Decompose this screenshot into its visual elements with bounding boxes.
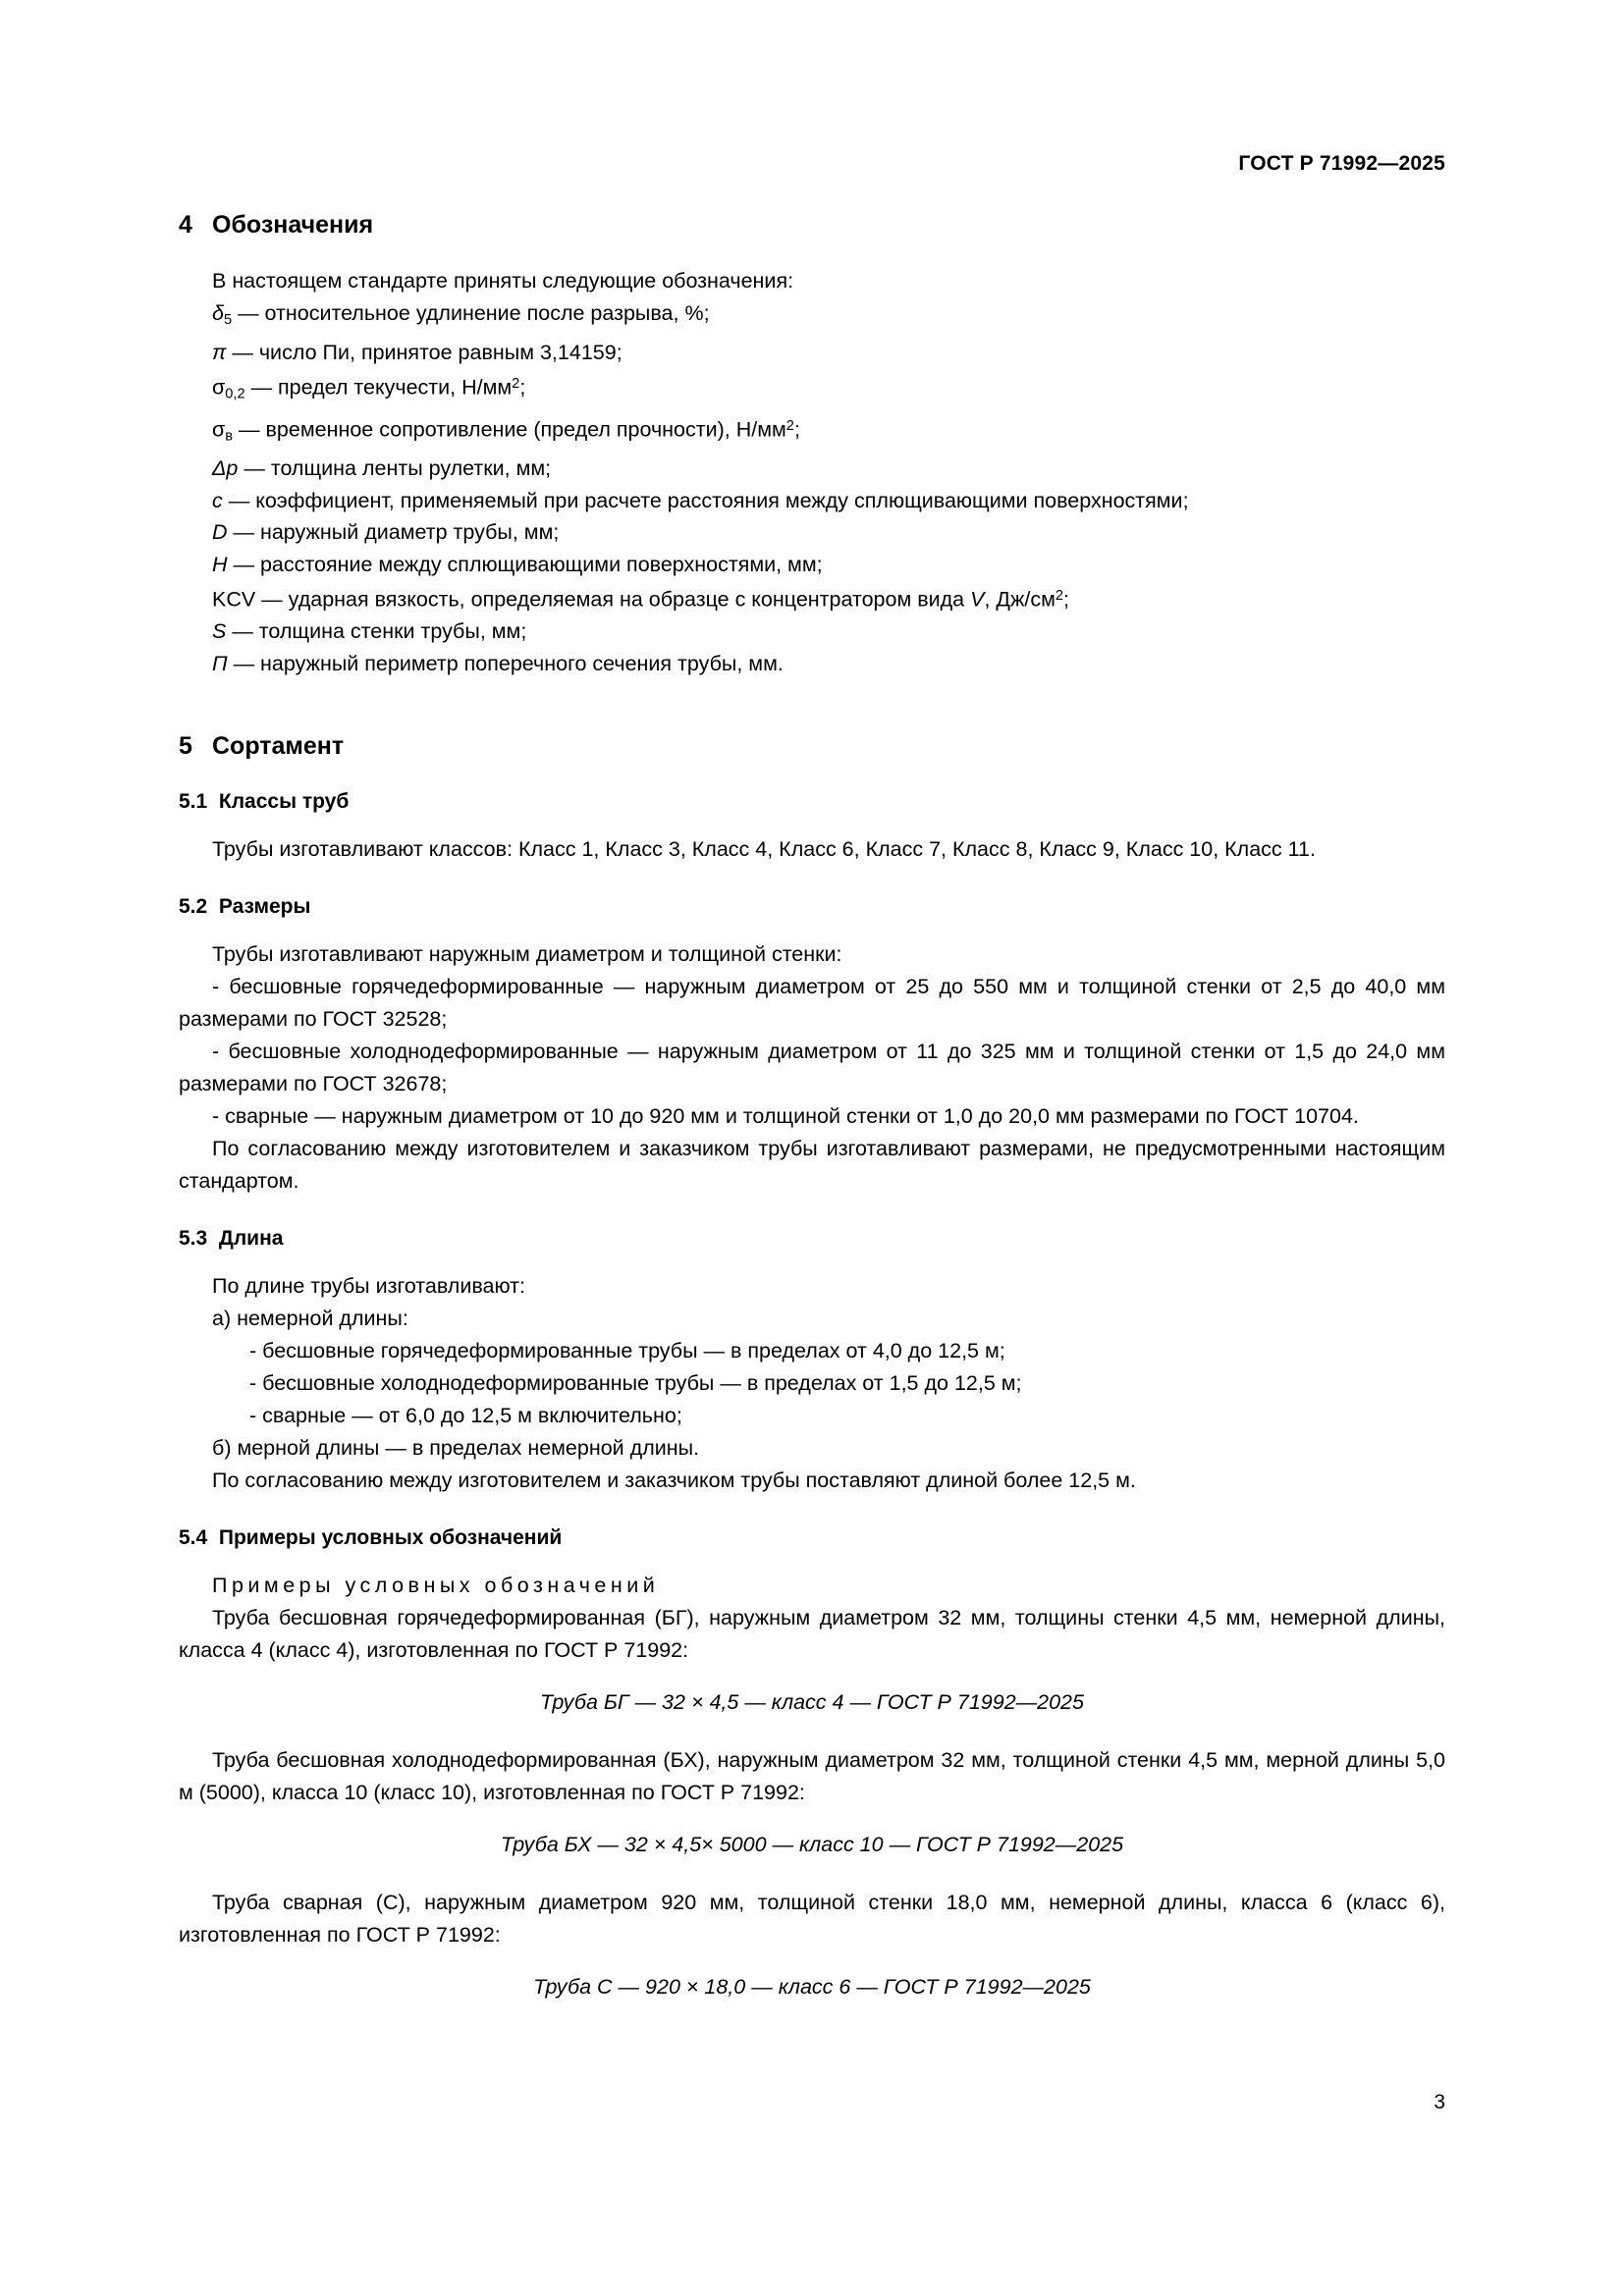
subsection-number-5-2: 5.2	[179, 895, 208, 919]
paragraph-5-3-7: По согласованию между изготовителем и заказчиком трубы поставляют длиной более 12,5 м.	[212, 1468, 1136, 1493]
notation-item: π — число Пи, принятое равным 3,14159;	[212, 340, 623, 364]
example-description-3: Труба сварная (С), наружным диаметром 920 мм, толщиной стенки 18,0 мм, немерной длины, класса 6 (класс 6), изготовленная по ГОСТ Р 71992:	[179, 1891, 1445, 1948]
list-subitem: - сварные — от 6,0 до 12,5 м включительно;	[249, 1404, 682, 1428]
notation-item: $\sigma_в$ — временное сопротивление (предел прочности), $Н/мм^2$;	[212, 417, 800, 445]
example-designation-2: Труба БХ — 32 × 4,5× 5000 — класс 10 — ГОСТ Р 71992—2025	[500, 1833, 1124, 1857]
subsection-number-5-4: 5.4	[179, 1526, 208, 1550]
subsection-number-5-1: 5.1	[179, 790, 208, 814]
section-title-5: Сортамент	[212, 732, 345, 761]
section-heading-5	[179, 732, 1445, 761]
subsection-heading-5-3	[179, 1227, 1445, 1251]
paragraph-5-1-1: Трубы изготавливают классов: Класс 1, Класс 3, Класс 4, Класс 6, Класс 7, Класс 8, Класс 9, Класс 10, Класс 11.	[212, 837, 1316, 862]
section-number-5: 5	[179, 732, 192, 761]
notation-item: KCV — ударная вязкость, определяемая на образце с концентратором вида V, $Дж/см^2$;	[212, 587, 1069, 612]
subsection-heading-5-2	[179, 895, 1445, 919]
notation-list	[179, 297, 1445, 679]
subsection-title-5-4: Примеры условных обозначений	[218, 1526, 563, 1550]
subsection-title-5-3: Длина	[218, 1227, 284, 1251]
section-title-4: Обозначения	[212, 211, 374, 239]
notation-item: S — толщина стенки трубы, мм;	[212, 619, 527, 644]
example-designation-3: Труба С — 920 × 18,0 — класс 6 — ГОСТ Р 71992—2025	[533, 1975, 1091, 2000]
page-number: 3	[1434, 2091, 1445, 2113]
subsection-heading-5-4	[179, 1526, 1445, 1550]
paragraph-5-2-2: - бесшовные горячедеформированные — наружным диаметром от 25 до 550 мм и толщиной стенки от 2,5 до 40,0 мм размерами по ГОСТ 32528;	[179, 975, 1445, 1032]
paragraph-5-2-1: Трубы изготавливают наружным диаметром и толщиной стенки:	[212, 942, 842, 967]
paragraph-5-2-3: - бесшовные холоднодеформированные — наружным диаметром от 11 до 325 мм и толщиной стенки от 1,5 до 24,0 мм размерами по ГОСТ 32678;	[179, 1040, 1445, 1096]
list-item-a: а) немерной длины:	[212, 1307, 408, 1331]
example-description-2: Труба бесшовная холоднодеформированная (БХ), наружным диаметром 32 мм, толщиной стенки 4,5 мм, мерной длины 5,0 м (5000), класса 10 (класс 10), изготовленная по ГОСТ Р 71992:	[179, 1748, 1445, 1805]
examples-label: Примеры условных обозначений	[212, 1574, 660, 1598]
notation-item: $\sigma_{0,2}$ — предел текучести, $Н/мм^2$;	[212, 375, 526, 402]
page-header-standard-id: ГОСТ Р 71992—2025	[1238, 152, 1445, 175]
section-heading-4	[179, 211, 1445, 240]
section-number-4: 4	[179, 211, 192, 239]
notation-item: D — наружный диаметр трубы, мм;	[212, 520, 560, 545]
subsection-number-5-3: 5.3	[179, 1227, 208, 1251]
subsection-heading-5-1	[179, 790, 1445, 814]
notation-item: c — коэффициент, применяемый при расчете расстояния между сплющивающими поверхностями;	[212, 488, 1189, 512]
subsection-title-5-2: Размеры	[218, 895, 311, 919]
example-description-1: Труба бесшовная горячедеформированная (БГ), наружным диаметром 32 мм, толщины стенки 4,5 мм, немерной длины, класса 4 (класс 4), изготовленная по ГОСТ Р 71992:	[179, 1606, 1445, 1663]
list-subitem: - бесшовные горячедеформированные трубы — в пределах от 4,0 до 12,5 м;	[249, 1339, 1005, 1363]
paragraph-5-3-1: По длине трубы изготавливают:	[212, 1274, 525, 1299]
notation-item: $\delta_5$ — относительное удлинение после разрыва, %;	[212, 301, 710, 329]
subsection-title-5-1: Классы труб	[218, 790, 350, 814]
notation-item: H — расстояние между сплющивающими поверхностями, мм;	[212, 552, 823, 576]
section-4-intro: В настоящем стандарте приняты следующие обозначения:	[212, 269, 794, 293]
page-content	[179, 211, 1445, 2003]
notation-item: Δp — толщина ленты рулетки, мм;	[212, 456, 552, 481]
paragraph-5-2-5: По согласованию между изготовителем и заказчиком трубы изготавливают размерами, не предусмотренными настоящим стандартом.	[179, 1137, 1445, 1194]
paragraph-5-2-4: - сварные — наружным диаметром от 10 до 920 мм и толщиной стенки от 1,0 до 20,0 мм размерами по ГОСТ 10704.	[212, 1104, 1359, 1129]
list-subitem: - бесшовные холоднодеформированные трубы — в пределах от 1,5 до 12,5 м;	[249, 1371, 1022, 1396]
example-designation-1: Труба БГ — 32 × 4,5 — класс 4 — ГОСТ Р 71992—2025	[540, 1690, 1084, 1715]
list-item-b: б) мерной длины — в пределах немерной длины.	[212, 1436, 700, 1461]
notation-item: П — наружный периметр поперечного сечения трубы, мм.	[212, 651, 784, 675]
